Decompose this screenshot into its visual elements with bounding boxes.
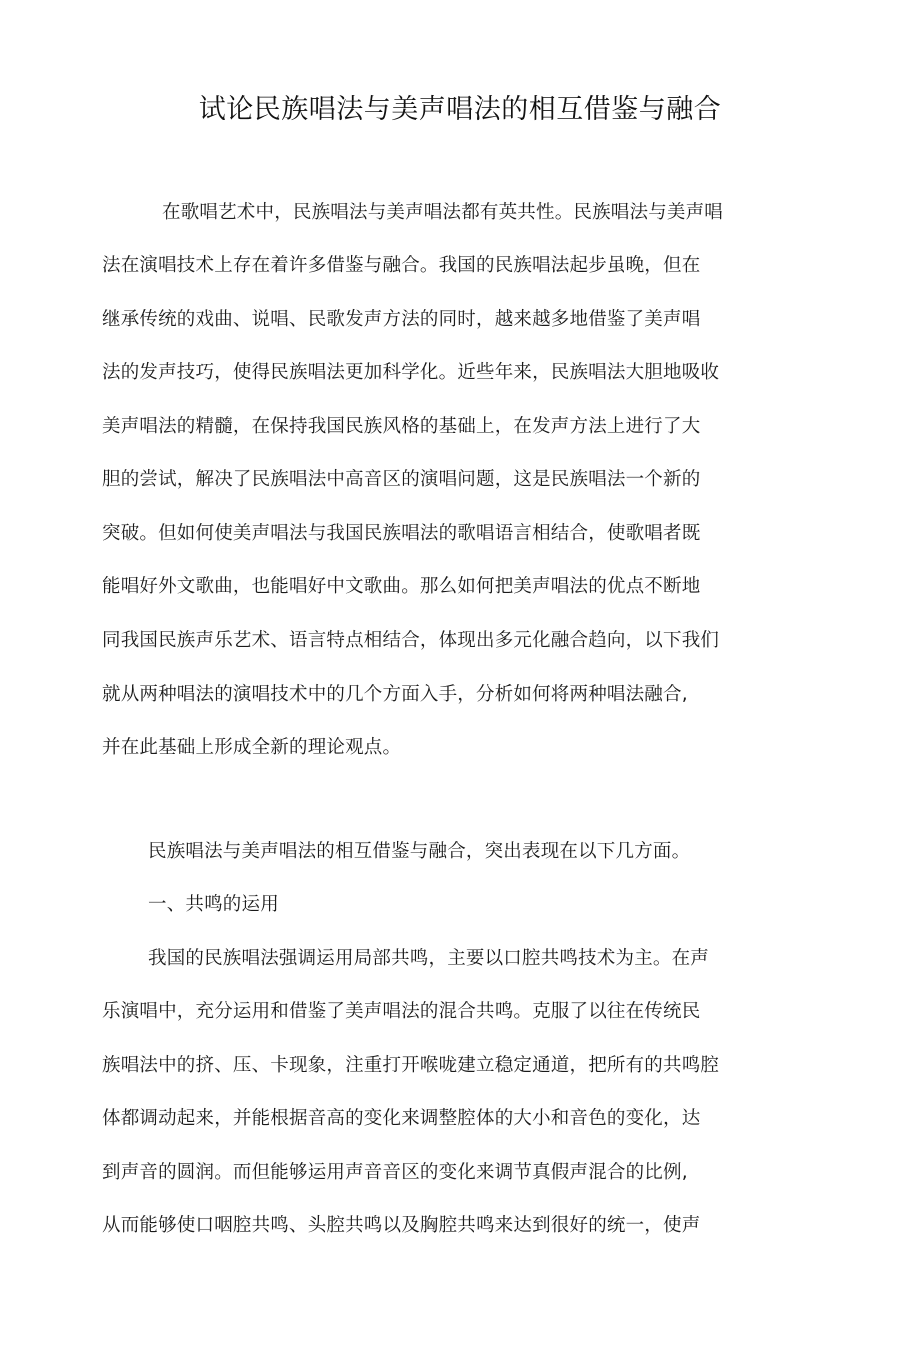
paragraph-summary: 民族唱法与美声唱法的相互借鉴与融合，突出表现在以下几方面。 <box>148 841 691 862</box>
text-line: 乐演唱中，充分运用和借鉴了美声唱法的混合共鸣。克服了以往在传统民 <box>102 1001 701 1022</box>
text-line: 族唱法中的挤、压、卡现象，注重打开喉咙建立稳定通道，把所有的共鸣腔 <box>102 1055 720 1076</box>
text-line: 法的发声技巧，使得民族唱法更加科学化。近些年来，民族唱法大胆地吸收 <box>102 362 720 383</box>
text-line: 突破。但如何使美声唱法与我国民族唱法的歌唱语言相结合，使歌唱者既 <box>102 523 701 544</box>
text-line: 美声唱法的精髓，在保持我国民族风格的基础上，在发声方法上进行了大 <box>102 416 701 437</box>
text-line: 能唱好外文歌曲，也能唱好中文歌曲。那么如何把美声唱法的优点不断地 <box>102 576 701 597</box>
text-line: 体都调动起来，并能根据音高的变化来调整腔体的大小和音色的变化，达 <box>102 1108 701 1129</box>
text-line: 并在此基础上形成全新的理论观点。 <box>102 737 402 758</box>
text-line: 法在演唱技术上存在着许多借鉴与融合。我国的民族唱法起步虽晚，但在 <box>102 255 701 276</box>
text-line: 我国的民族唱法强调运用局部共鸣，主要以口腔共鸣技术为主。在声 <box>148 948 710 969</box>
text-line: 胆的尝试，解决了民族唱法中高音区的演唱问题，这是民族唱法一个新的 <box>102 469 701 490</box>
text-line: 到声音的圆润。而但能够运用声音音区的变化来调节真假声混合的比例, <box>102 1162 688 1183</box>
text-line: 在歌唱艺术中，民族唱法与美声唱法都有英共性。民族唱法与美声唱 <box>162 202 724 223</box>
text-line: 就从两种唱法的演唱技术中的几个方面入手，分析如何将两种唱法融合, <box>102 684 688 705</box>
document-title: 试论民族唱法与美声唱法的相互借鉴与融合 <box>198 94 722 125</box>
section-heading: 一、共鸣的运用 <box>148 894 279 915</box>
text-line: 从而能够使口咽腔共鸣、头腔共鸣以及胸腔共鸣来达到很好的统一，使声 <box>102 1215 701 1236</box>
text-line: 继承传统的戏曲、说唱、民歌发声方法的同时，越来越多地借鉴了美声唱 <box>102 309 701 330</box>
text-line: 同我国民族声乐艺术、语言特点相结合，体现出多元化融合趋向，以下我们 <box>102 630 720 651</box>
